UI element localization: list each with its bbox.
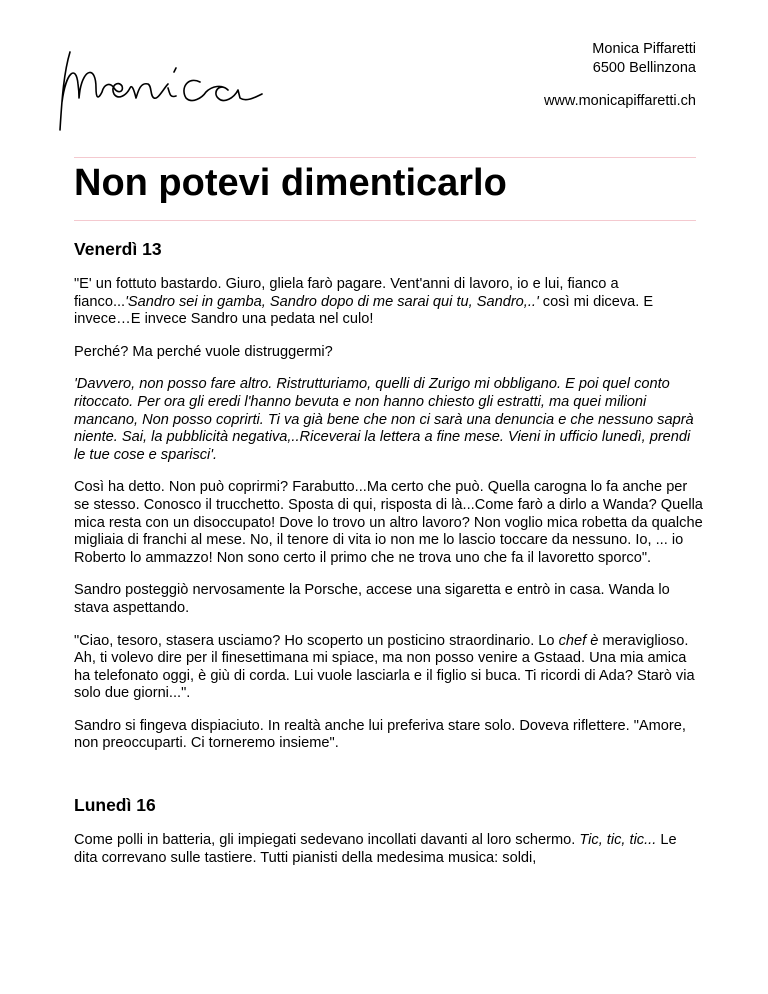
paragraph: Così ha detto. Non può coprirmi? Farabutto...Ma certo che può. Quella carogna lo fa anche per se stesso. Conosco il trucchetto. Sposta di qui, risposta di là...Come farò a dirlo a Wanda? Quella mica resta con un disoccupato! Dove lo trovo un altro lavoro? Non voglio mica robetta da qualche migliaia di franchi al mese. No, il tenore di vita io non me lo lascio toccare da nessuno. Io, ... io Roberto lo ammazzo! Non sono certo il primo che ne trova uno che fa il lavoretto sporco".	[74, 479, 703, 566]
italic-word: chef è	[558, 632, 599, 649]
signature-logo	[52, 42, 272, 134]
italic-paragraph: 'Davvero, non posso fare altro. Ristrutturiamo, quelli di Zurigo mi obbligano. E poi quel conto ritoccato. Per ora gli eredi l'hanno bevuta e non hanno chiesto gli estratti, ma quei milioni mancano, Non posso coprirti. Ti va già bene che non ci sarà una denuncia e che nessuno saprà niente. Sai, la pubblicità negativa,..Riceverai la lettera a fine mese. Vieni in ufficio lunedì, prendi le tue cose e sparisci'.	[74, 376, 694, 463]
story-body	[74, 238, 704, 882]
italic-sound: Tic, tic, tic...	[579, 832, 657, 849]
divider-top	[74, 157, 696, 158]
text-run: "Ciao, tesoro, stasera usciamo? Ho scoperto un posticino straordinario. Lo	[74, 632, 559, 649]
paragraph: Sandro posteggiò nervosamente la Porsche, accese una sigaretta e entrò in casa. Wanda lo stava aspettando.	[74, 582, 670, 616]
author-name: Monica Piffaretti	[592, 41, 696, 57]
paragraph	[74, 832, 704, 867]
paragraph: Perché? Ma perché vuole distruggermi?	[74, 343, 333, 360]
text-run: meraviglioso. Ah, ti volevo dire per il finesettimana mi spiace, ma non posso venire a Gstaad. Una mia amica ha telefonato oggi, è giù di corda. Lui vuole lasciarla e il figlio si buca. Ti ricordi di Ada? Starò via solo due giorni...".	[74, 632, 695, 702]
section-heading-lunedi: Lunedì 16	[74, 795, 156, 816]
section-heading-venerdi: Venerdì 13	[74, 239, 162, 259]
paragraph	[74, 276, 704, 329]
author-address: 6500 Bellinzona	[592, 60, 696, 76]
contact-block	[544, 40, 696, 111]
divider-bottom	[74, 220, 696, 221]
page-title: Non potevi dimenticarlo	[74, 162, 507, 204]
text-run: Come polli in batteria, gli impiegati sedevano incollati davanti al loro schermo.	[74, 832, 580, 849]
paragraph	[74, 633, 704, 703]
paragraph: Sandro si fingeva dispiaciuto. In realtà anche lui preferiva stare solo. Doveva riflettere. "Amore, non preoccuparti. Ci torneremo insieme".	[74, 717, 686, 752]
text-run: "E' un fottuto bastardo. Giuro, gliela farò pagare. Vent'anni di lavoro, io e lui, fianco a fianco...	[74, 276, 619, 310]
italic-quote: 'Sandro sei in gamba, Sandro dopo di me sarai qui tu, Sandro,..'	[125, 293, 539, 310]
text-run: Le dita correvano sulle tastiere. Tutti pianisti della medesima musica: soldi,	[74, 832, 677, 866]
website-link[interactable]: www.monicapiffaretti.ch	[543, 93, 696, 109]
text-run: così mi diceva. E invece…E invece Sandro una pedata nel culo!	[74, 293, 654, 328]
